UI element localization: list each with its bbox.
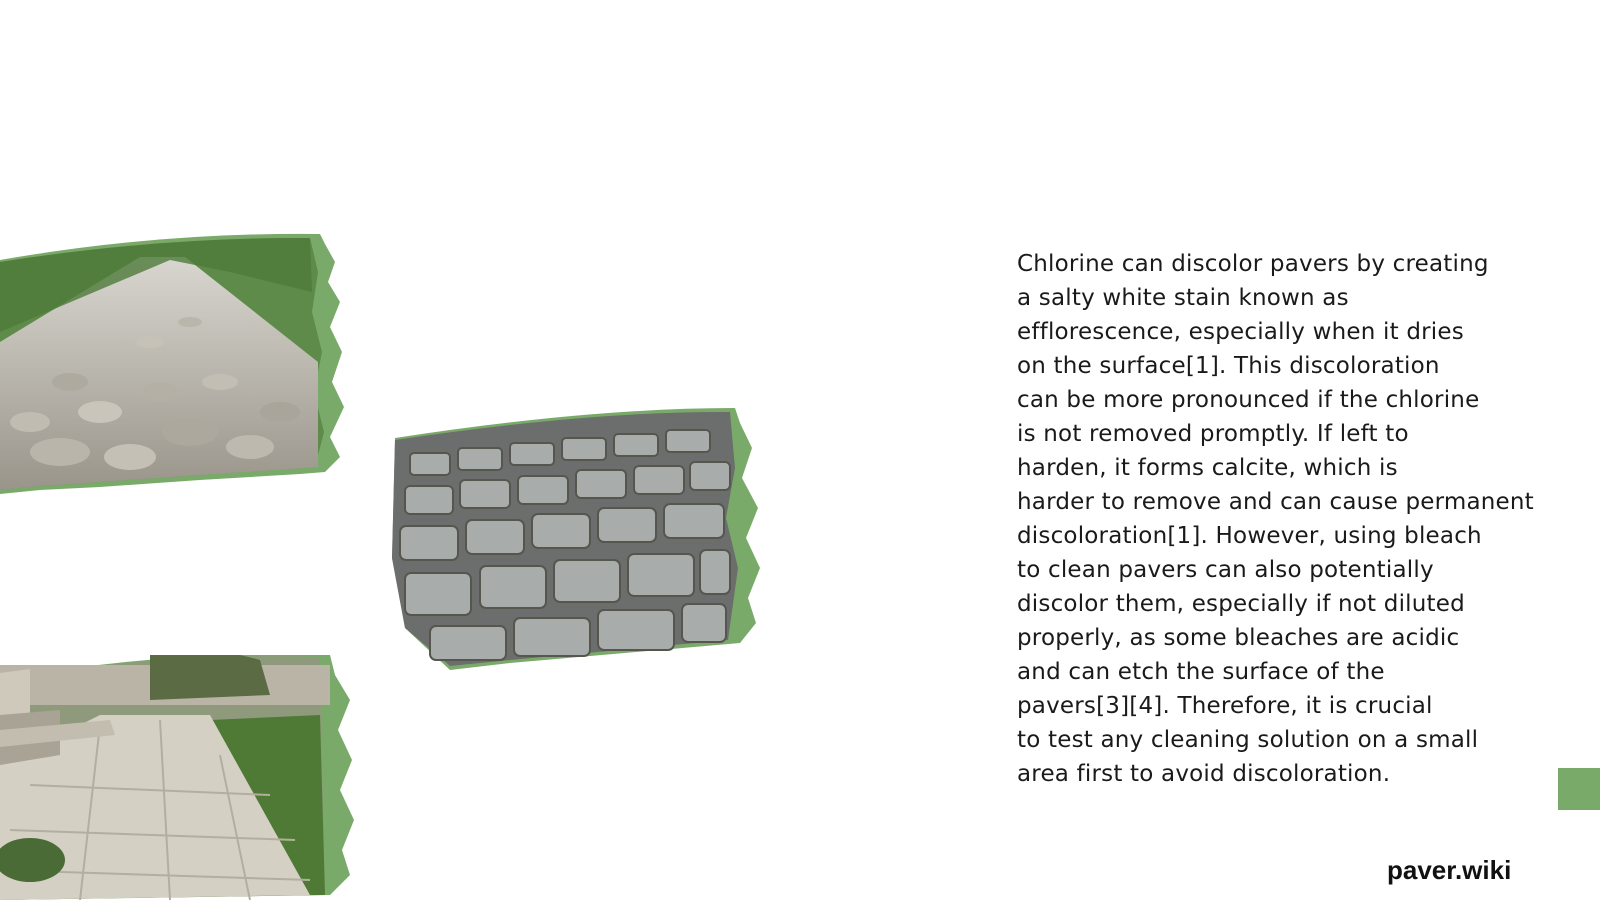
paragraph-line: on the surface[1]. This discoloration	[1017, 353, 1440, 379]
paragraph-line: to clean pavers can also potentially	[1017, 557, 1434, 583]
paragraph-line: Chlorine can discolor pavers by creating	[1017, 251, 1489, 277]
site-label: paver.wiki	[1387, 855, 1512, 885]
flagstone-courtyard-image	[0, 655, 360, 900]
paragraph-line: to test any cleaning solution on a small	[1017, 727, 1479, 753]
paragraph-line: is not removed promptly. If left to	[1017, 421, 1409, 447]
paragraph-line: a salty white stain known as	[1017, 285, 1349, 311]
paragraph-line: harder to remove and can cause permanent	[1017, 489, 1534, 515]
cobblestone-path-image	[0, 232, 345, 497]
paragraph-line: discolor them, especially if not diluted	[1017, 591, 1465, 617]
paragraph-line: efflorescence, especially when it dries	[1017, 319, 1464, 345]
paragraph-text	[1017, 247, 1577, 791]
accent-square	[1558, 768, 1600, 810]
stone-pavers-image	[390, 408, 765, 678]
paragraph-line: discoloration[1]. However, using bleach	[1017, 523, 1482, 549]
paragraph-line: area first to avoid discoloration.	[1017, 761, 1391, 787]
paragraph-line: pavers[3][4]. Therefore, it is crucial	[1017, 693, 1433, 719]
paragraph-line: harden, it forms calcite, which is	[1017, 455, 1398, 481]
paragraph-line: can be more pronounced if the chlorine	[1017, 387, 1480, 413]
paragraph-line: and can etch the surface of the	[1017, 659, 1385, 685]
paragraph-line: properly, as some bleaches are acidic	[1017, 625, 1460, 651]
